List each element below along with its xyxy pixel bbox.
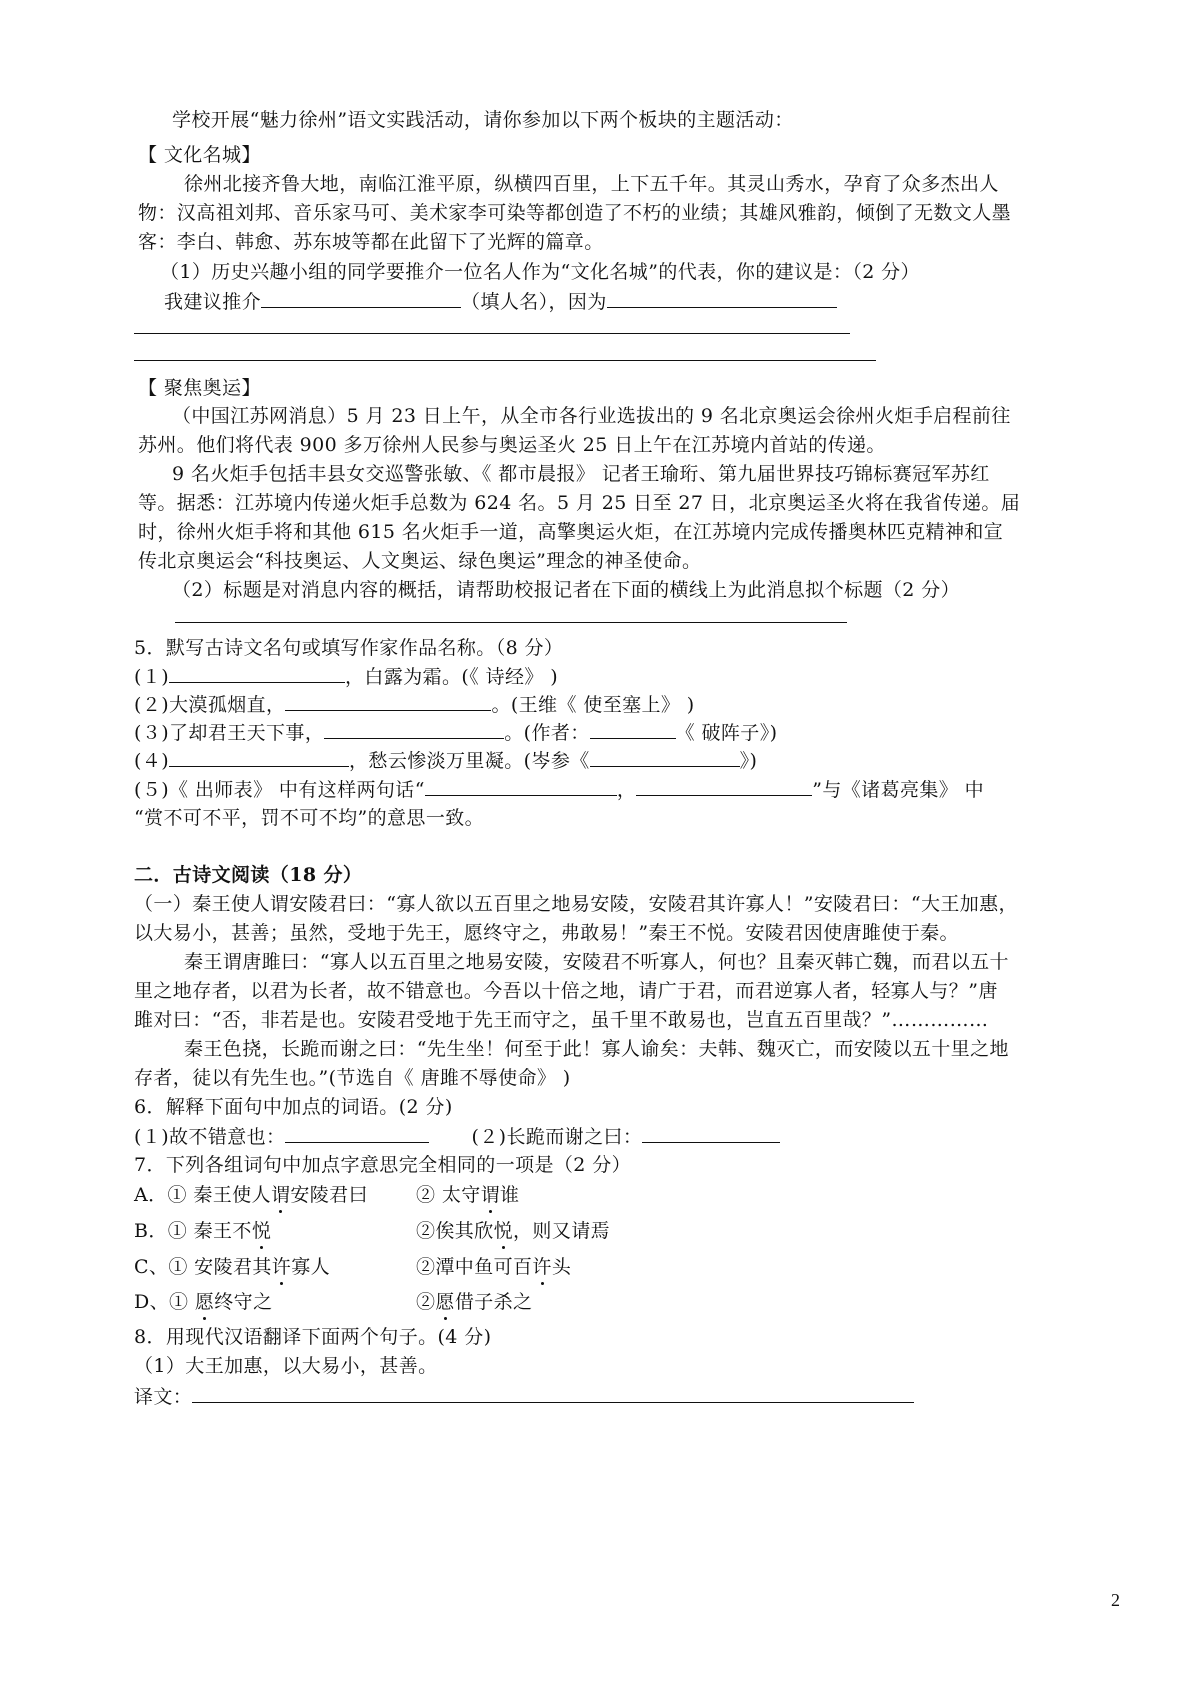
fill-name-label: （填人名），因为	[461, 291, 607, 313]
section-b-para-line: 9 名火炬手包括丰县女交巡警张敏、《 都市晨报》 记者王瑜珩、第九届世界技巧锦标赛冠军苏红	[172, 463, 990, 485]
q5-item-5: (５)《 出师表》 中有这样两句话“ ， ”与《诸葛亮集》 中	[134, 779, 984, 801]
passage-line: 以大易小，甚善；虽然，受地于先王，愿终守之，弗敢易！”秦王不悦。安陵君因使唐雎使于秦。	[134, 922, 959, 944]
q5-blank-5b[interactable]	[636, 777, 812, 796]
section-b-para-line: 时，徐州火炬手将和其他 615 名火炬手一道，高擎奥运火炬，在江苏境内完成传播奥林匹克精神和宣	[138, 521, 1004, 543]
q5-item-2: (２)大漠孤烟直， 。(王维《 使至塞上》 )	[134, 694, 695, 716]
section-b-para-line: 苏州。他们将代表 900 多万徐州人民参与奥运圣火 25 日上午在江苏境内首站的传递。	[138, 434, 886, 456]
q5-item-5-cont: “赏不可不平，罚不可不均”的意思一致。	[134, 807, 485, 829]
part-2-title: 二．古诗文阅读（18 分）	[134, 864, 363, 886]
title-answer-line[interactable]	[175, 622, 847, 623]
section-b-para-line: （中国江苏网消息）5 月 23 日上午，从全市各行业选拔出的 9 名北京奥运会徐州火炬手启程前往	[172, 405, 1011, 427]
q7-option-c[interactable]: C、① 安陵君其许寡人	[134, 1256, 330, 1278]
question-5-title: 5．默写古诗文名句或填写作家作品名称。（8 分）	[134, 637, 564, 659]
question-8-title: 8．用现代汉语翻译下面两个句子。(4 分)	[134, 1326, 492, 1348]
q5-author-blank[interactable]	[590, 720, 676, 739]
question-1: （1）历史兴趣小组的同学要推介一位名人作为“文化名城”的代表，你的建议是：（2 分）	[160, 261, 920, 283]
recommend-label: 我建议推介	[164, 291, 262, 313]
question-8-sentence-1: （1）大王加惠，以大易小，甚善。	[134, 1355, 438, 1377]
q5-blank-1[interactable]	[169, 664, 345, 683]
reason-blank[interactable]	[607, 289, 837, 308]
q7-option-d-right: ②愿借子杀之	[416, 1291, 533, 1313]
translation-row: 译文：	[134, 1384, 914, 1409]
q7-option-b-right: ②俟其欣悦，则又请焉	[416, 1220, 611, 1242]
q5-title-blank[interactable]	[590, 748, 740, 767]
q5-item-3: (３)了却君王天下事， 。(作者： 《 破阵子》)	[134, 722, 778, 744]
section-a-title: 【 文化名城】	[138, 144, 261, 166]
q5-blank-2[interactable]	[285, 692, 491, 711]
q5-blank-4[interactable]	[169, 748, 349, 767]
answer-line[interactable]	[134, 333, 850, 334]
passage-line: 秦王色挠，长跪而谢之曰：“先生坐！何至于此！寡人谕矣：夫韩、魏灭亡，而安陵以五十里之地	[184, 1038, 1009, 1060]
passage-line: 雎对曰：“否，非若是也。安陵君受地于先王而守之，虽千里不敢易也，岂直五百里哉？”……………	[134, 1009, 989, 1031]
section-b-para-line: 等。据悉：江苏境内传递火炬手总数为 624 名。5 月 25 日至 27 日，北京奥运圣火将在我省传递。届	[138, 492, 1021, 514]
answer-line[interactable]	[134, 360, 876, 361]
q5-item-4: (４) ，愁云惨淡万里凝。(岑参《 》)	[134, 750, 758, 772]
section-b-para-line: 传北京奥运会“科技奥运、人文奥运、绿色奥运”理念的神圣使命。	[138, 550, 702, 572]
section-a-para-line: 物：汉高祖刘邦、音乐家马可、美术家李可染等都创造了不朽的业绩；其雄风雅韵，倾倒了无数文人墨	[138, 202, 1012, 224]
q7-option-b[interactable]: B．① 秦王不悦	[134, 1220, 272, 1242]
passage-line: （一）秦王使人谓安陵君曰：“寡人欲以五百里之地易安陵，安陵君其许寡人！”安陵君曰：“大王加惠，	[134, 893, 1018, 915]
q7-option-a-right: ② 太守谓谁	[416, 1184, 520, 1206]
question-6-title: 6．解释下面句中加点的词语。(2 分)	[134, 1096, 453, 1118]
person-name-blank[interactable]	[261, 289, 461, 308]
intro-text: 学校开展“魅力徐州”语文实践活动，请你参加以下两个板块的主题活动：	[172, 109, 794, 131]
question-7-title: 7．下列各组词句中加点字意思完全相同的一项是（2 分）	[134, 1154, 632, 1176]
q5-item-1: (１) ，白露为霜。(《 诗经》 )	[134, 666, 559, 688]
q7-option-a[interactable]: A．① 秦王使人谓安陵君曰	[134, 1184, 368, 1206]
q7-option-d[interactable]: D、① 愿终守之	[134, 1291, 273, 1313]
page-number: 2	[1111, 1590, 1120, 1610]
section-a-para-line: 客：李白、韩愈、苏东坡等都在此留下了光辉的篇章。	[138, 231, 604, 253]
q6-blank-2[interactable]	[642, 1124, 780, 1143]
q6-blank-1[interactable]	[285, 1124, 429, 1143]
question-1-answer-row	[164, 289, 837, 314]
q5-blank-5a[interactable]	[425, 777, 617, 796]
section-b-title: 【 聚焦奥运】	[138, 377, 261, 399]
passage-line: 里之地存者，以君为长者，故不错意也。今吾以十倍之地，请广于君，而君逆寡人者，轻寡人与？”唐	[134, 980, 998, 1002]
question-6-items: (１)故不错意也： (２)长跪而谢之曰：	[134, 1124, 780, 1149]
question-2: （2）标题是对消息内容的概括，请帮助校报记者在下面的横线上为此消息拟个标题（2 分）	[172, 579, 961, 601]
section-a-para-line: 徐州北接齐鲁大地，南临江淮平原，纵横四百里，上下五千年。其灵山秀水，孕育了众多杰出人	[184, 173, 999, 195]
translation-blank[interactable]	[192, 1384, 914, 1403]
passage-line: 秦王谓唐雎曰：“寡人以五百里之地易安陵，安陵君不听寡人，何也？且秦灭韩亡魏，而君以五十	[184, 951, 1009, 973]
q5-blank-3[interactable]	[324, 720, 504, 739]
passage-line: 存者，徒以有先生也。”(节选自《 唐雎不辱使命》 )	[134, 1067, 571, 1089]
q7-option-c-right: ②潭中鱼可百许头	[416, 1256, 572, 1278]
